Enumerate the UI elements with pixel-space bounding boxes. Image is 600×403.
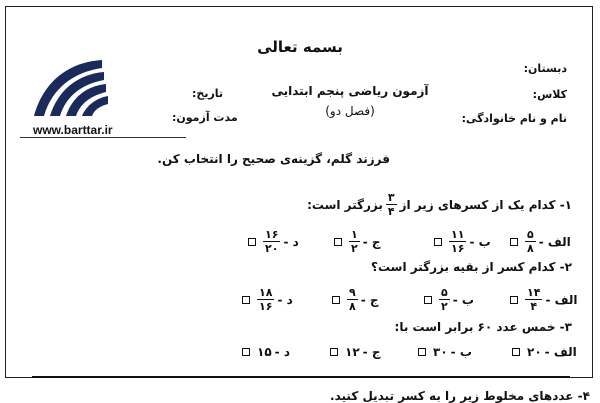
question-3-text: ۳- خمس عدد ۶۰ برابر است با: <box>394 320 572 334</box>
q3-option-b[interactable] <box>414 345 472 359</box>
option-label: الف - <box>545 292 578 307</box>
fraction-denominator: ۲۰ <box>265 242 279 255</box>
option-value: ۲۰ <box>527 345 542 359</box>
chapter-label: (فصل دو) <box>325 104 375 118</box>
fraction-numerator: ۱۶ <box>265 228 279 241</box>
section-divider <box>32 376 570 378</box>
q3-option-c[interactable] <box>326 345 380 359</box>
question-1 <box>307 191 572 218</box>
option-label: د - <box>283 234 299 249</box>
option-fraction <box>525 228 536 255</box>
option-fraction <box>347 286 358 313</box>
option-label: ج - <box>360 292 379 307</box>
fraction-numerator: ۹ <box>349 286 356 299</box>
fraction-numerator: ۱ <box>351 228 358 241</box>
fraction-denominator: ۸ <box>527 242 534 255</box>
option-checkbox[interactable] <box>332 296 340 304</box>
fraction-denominator: ۲ <box>351 242 358 255</box>
date-label: تاریخ: <box>192 87 224 100</box>
option-value: ۱۵ <box>257 345 272 359</box>
option-label: ب - <box>450 345 472 359</box>
fraction-numerator: ۱۱ <box>451 228 465 241</box>
basmala: بسمه تعالی <box>257 38 343 56</box>
school-label: دبستان: <box>523 62 567 75</box>
option-checkbox[interactable] <box>510 296 518 304</box>
fraction-denominator: ۴ <box>530 300 538 313</box>
option-checkbox[interactable] <box>242 348 250 356</box>
fraction-denominator: ۱۶ <box>259 300 273 313</box>
q2-option-a[interactable] <box>506 286 578 313</box>
class-label: کلاس: <box>532 88 567 101</box>
question-2-text: ۲- کدام کسر از بقیه بزرگتر است؟ <box>371 260 572 274</box>
option-value: ۱۲ <box>345 345 360 359</box>
fraction-numerator: ۱۴ <box>527 286 541 299</box>
option-label: د - <box>274 345 290 359</box>
logo-divider <box>20 137 186 138</box>
q1-option-b[interactable] <box>430 228 491 255</box>
option-fraction <box>525 286 542 313</box>
fraction-numerator: ۱۸ <box>259 286 273 299</box>
fraction-numerator: ۵ <box>527 228 534 241</box>
option-checkbox[interactable] <box>512 348 520 356</box>
option-label: ب - <box>452 292 474 307</box>
option-fraction <box>349 228 360 255</box>
fraction-denominator: ۲ <box>441 300 448 313</box>
option-fraction <box>449 228 466 255</box>
fraction-numerator: ۵ <box>441 286 448 299</box>
option-value: ۳۰ <box>433 345 448 359</box>
student-name-label: نام و نام خانوادگی: <box>461 112 567 125</box>
option-label: ج - <box>362 345 381 359</box>
q2-option-c[interactable] <box>328 286 379 313</box>
fraction-denominator: ۴ <box>387 205 395 218</box>
fraction-denominator: ۱۶ <box>451 242 465 255</box>
option-checkbox[interactable] <box>424 296 432 304</box>
exam-title: آزمون ریاضی پنجم ابتدایی <box>271 84 429 98</box>
option-checkbox[interactable] <box>418 348 426 356</box>
option-checkbox[interactable] <box>330 348 338 356</box>
option-fraction <box>439 286 450 313</box>
option-checkbox[interactable] <box>248 238 256 246</box>
question-1-fraction <box>386 191 397 218</box>
fraction-denominator: ۸ <box>349 300 356 313</box>
question-4-text: ۴- عددهای مخلوط زیر را به کسر تبدیل کنید. <box>330 389 590 403</box>
option-label: الف - <box>544 345 577 359</box>
q2-option-d[interactable] <box>238 286 293 313</box>
q3-option-d[interactable] <box>238 345 290 359</box>
q1-option-a[interactable] <box>506 228 571 255</box>
option-fraction <box>263 228 280 255</box>
fraction-numerator: ۳ <box>387 191 395 204</box>
option-fraction <box>257 286 274 313</box>
option-checkbox[interactable] <box>434 238 442 246</box>
option-checkbox[interactable] <box>510 238 518 246</box>
q2-option-b[interactable] <box>420 286 474 313</box>
instruction-text: فرزند گلم، گزینه‌ی صحیح را انتخاب کن. <box>157 152 390 166</box>
option-label: د - <box>277 292 293 307</box>
q3-option-a[interactable] <box>508 345 577 359</box>
option-checkbox[interactable] <box>334 238 342 246</box>
question-1-text-before: ۱- کدام یک از کسرهای زیر از <box>399 197 572 212</box>
q1-option-d[interactable] <box>244 228 299 255</box>
barttar-logo-icon <box>30 58 110 120</box>
option-label: ج - <box>362 234 381 249</box>
option-checkbox[interactable] <box>242 296 250 304</box>
option-label: الف - <box>538 234 571 249</box>
question-1-text-after: بزرگتر است: <box>307 197 383 212</box>
duration-label: مدت آزمون: <box>172 111 238 124</box>
website-url: www.barttar.ir <box>33 123 113 137</box>
q1-option-c[interactable] <box>330 228 381 255</box>
option-label: ب - <box>469 234 491 249</box>
